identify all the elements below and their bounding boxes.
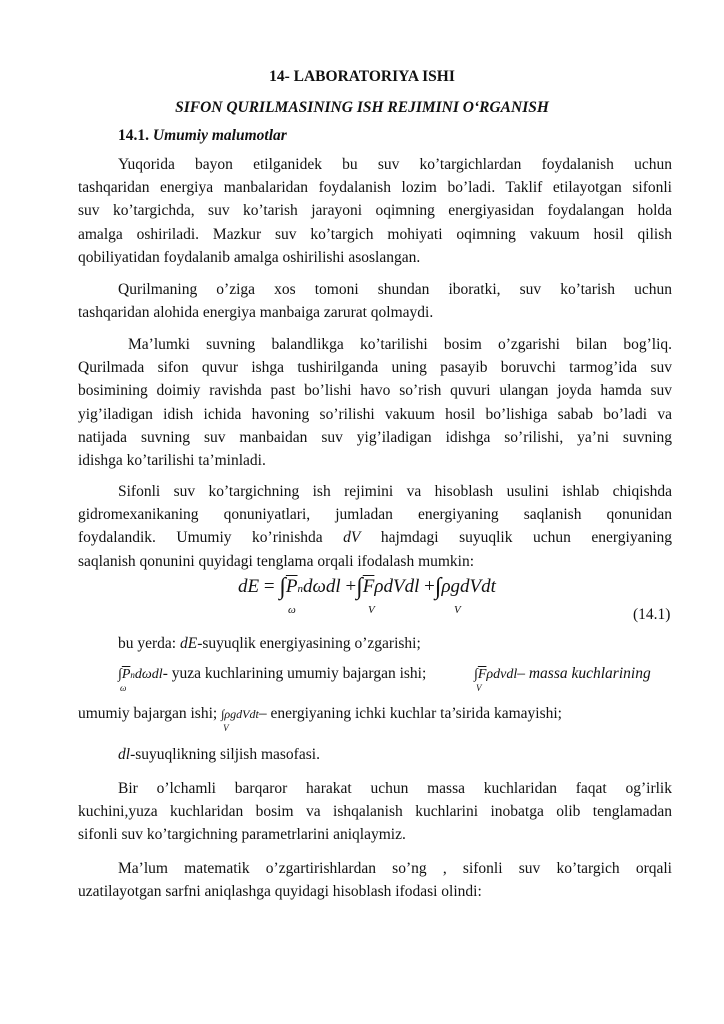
section-title: Umumiy malumotlar [152, 127, 287, 144]
defs-intro: bu yerda: [118, 635, 177, 652]
mass-text: – massa kuchlarining [517, 665, 651, 682]
def-internal [78, 705, 562, 733]
def-surface-forces [118, 665, 427, 693]
p5-line: sifonli suv ko’targichning parametrlarini aniqlaymiz. [78, 826, 406, 844]
def-dE [118, 635, 421, 653]
surf-sub: n [130, 670, 135, 680]
eq-term2-sym: $\overline{F}$ [362, 576, 375, 597]
p3-line: Ma’lumki suvning balandlikga ko’tarilishi bosim o’zgarishi bilan bog’liq. [128, 336, 672, 353]
p6-line: Ma’lum matematik o’zgartirishlardan so’ng , sifonli suv ko’targich orqali [118, 860, 672, 877]
line3a: umumiy bajargan ishi; [78, 705, 218, 722]
eq-limit-omega: ω [288, 604, 296, 616]
mass-lim: V [476, 683, 482, 693]
p6-line: uzatilayotgan sarfni aniqlashga quyidagi hisoblash ifodasi olindi: [78, 883, 482, 901]
section-heading [118, 127, 287, 145]
int-lim: V [223, 723, 229, 733]
p1-line: amalga oshiriladi. Mazkur suv ko’targich mohiyati oqimning vakuum hosil qilish [78, 225, 672, 243]
surf-sym: $\overline{P}$ [121, 667, 131, 682]
def-mass-forces [474, 665, 651, 693]
paragraph-6 [78, 857, 672, 903]
p3-line: yig’iladigan idish ichida havoning so’rilishi vakuum hosil bo’lishiga sabab bo’ladi va [78, 405, 672, 423]
p3-line: Qurilmada sifon quvur ishga tushirilganda uning pasayib boruvchi tarmog’ida suv [78, 359, 672, 377]
dV-symbol: dV [343, 529, 361, 547]
eq-plus: + [424, 576, 435, 597]
eq-term2-rest: ρdVdl [374, 576, 420, 597]
p1-line: Yuqorida bayon etilganidek bu suv ko’targichlardan foydalanish uchun [118, 156, 672, 173]
eq-term1-sub: n [297, 583, 304, 595]
p1-line: suv ko’targichda, suv ko’tarish jarayoni oqimning energiyasidan foydalangan holda [78, 202, 672, 220]
surf-lim: ω [120, 683, 127, 693]
eq-term1-rest: dωdl [303, 576, 341, 597]
paragraph-3 [78, 333, 672, 472]
dl-text: -suyuqlikning siljish masofasi. [130, 746, 320, 763]
eq-equals: = [263, 576, 275, 597]
int-text: – energiyaning ichki kuchlar ta’sirida kamayishi; [258, 705, 562, 722]
section-number: 14.1. [118, 127, 149, 144]
eq-term3: ρgdVdt [441, 576, 496, 597]
lab-subtitle: SIFON QURILMASINING ISH REJIMINI O‘RGANISH [175, 99, 549, 116]
p4-line: Sifonli suv ko’targichning ish rejimini va hisoblash usulini ishlab chiqishda [118, 483, 672, 500]
p2-line: tashqaridan alohida energiya manbaiga zarurat qolmaydi. [78, 304, 434, 322]
mass-rest: ρdvdl [486, 667, 518, 682]
equation-14-1 [238, 572, 496, 599]
mass-sym: $\overline{F}$ [477, 667, 487, 682]
paragraph-1 [78, 153, 672, 269]
p5-line: Bir o’lchamli barqaror harakat uchun massa kuchlaridan faqat og’irlik [118, 780, 672, 797]
p5-line: kuchini,yuza kuchlaridan bosim va ishqalanish kuchlarini inobatga olib tenglamadan [78, 803, 672, 821]
paragraph-4 [78, 480, 672, 573]
eq-lhs: dE [238, 576, 260, 597]
surf-rest: dωdl [134, 667, 163, 682]
internal-integral: ∫ρgdVdt V [221, 707, 259, 733]
paragraph-5 [78, 777, 672, 847]
lab-title: 14- LABORATORIYA ISHI [269, 68, 455, 85]
p3-line: bosimining doimiy ravishda past bo’lishi havo so’rish quvuri ulangan joyda hamda suv [78, 382, 672, 400]
paragraph-2 [78, 278, 672, 324]
p1-line: tashqaridan energiya manbalaridan foydalanish lozim bo’ladi. Taklif etilayotgan sifonli [78, 179, 672, 197]
p1-line: qobiliyatidan foydalanib amalga oshirilishi asoslangan. [78, 248, 421, 266]
p4-line: gidromexanikaning qonuniyatlari, jumladan energiyaning saqlanish qonunidan [78, 506, 672, 524]
dE-symbol: dE [179, 635, 198, 652]
dl-symbol: dl [118, 746, 131, 763]
surface-integral: $\int\overline{P}nd\omega dl$ ω [118, 667, 163, 693]
p4-line: saqlanish qonunini quyidagi tenglama orqali ifodalash mumkin: [78, 552, 475, 570]
eq-limit-v: V [368, 604, 375, 616]
equation-number: (14.1) [633, 606, 671, 623]
integral-sign-icon: ∫ [356, 574, 363, 600]
p3-line: idishga ko’tarilishi ta’minladi. [78, 452, 266, 470]
int-sym: ρgdVdt [224, 707, 259, 721]
eq-term1-sym: $\overline{P}$ [285, 576, 298, 597]
eq-limit-v: V [454, 604, 461, 616]
p4-line-3 [78, 526, 672, 549]
eq-plus: + [345, 576, 357, 597]
integral-sign-icon: ∫ [434, 574, 442, 600]
mass-integral: $\int\overline{F}\rho dvdl$ V [474, 667, 518, 693]
dE-text: -suyuqlik energiyasining o’zgarishi; [197, 635, 421, 652]
p4-text: hajmdagi suyuqlik uchun energiyaning [380, 529, 673, 547]
integral-sign-icon: ∫ [279, 574, 286, 600]
p4-text: foydalandik. Umumiy ko’rinishda [78, 529, 323, 547]
p3-line: natijada suvning suv manbaidan suv yig’iladigan idishga so’rilishi, ya’ni suvning [78, 428, 672, 446]
surf-text: - yuza kuchlarining umumiy bajargan ishi; [162, 665, 427, 682]
p2-line: Qurilmaning o’ziga xos tomoni shundan iboratki, suv ko’tarish uchun [118, 281, 672, 298]
def-dl [118, 746, 320, 764]
